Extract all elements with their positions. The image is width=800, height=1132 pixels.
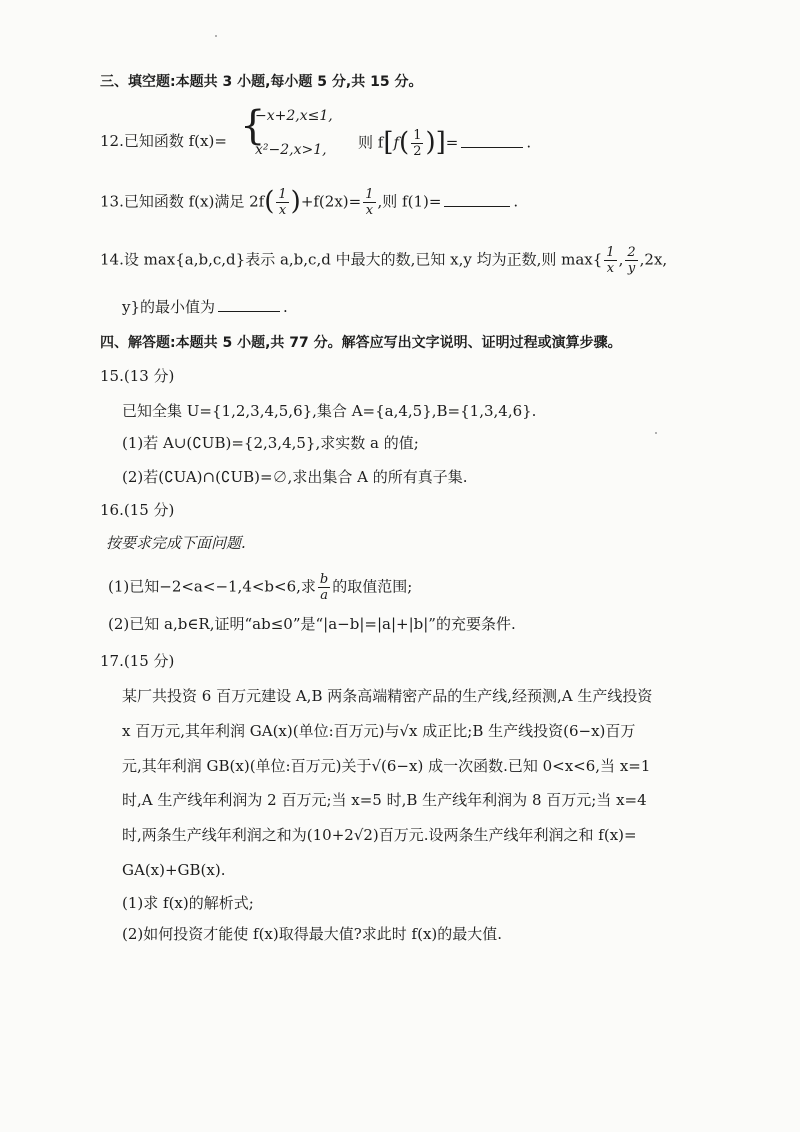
q13-mid: +f(2x)= xyxy=(300,192,362,211)
scan-speck xyxy=(655,432,657,434)
q12-lead xyxy=(100,131,227,151)
q13-tail: ,则 f(1)= xyxy=(377,192,442,211)
q12-expression: 则 f[f( $\frac{1}{2}$ )]= . xyxy=(358,127,532,159)
q17-line-4: 时,A 生产线年利润为 2 百万元;当 x=5 时,B 生产线年利润为 8 百万元;当 x=4 xyxy=(122,791,647,809)
q16-number: 16.(15 分) xyxy=(100,501,175,519)
q17-number: 17.(15 分) xyxy=(100,652,175,670)
q12-eq: = xyxy=(445,133,459,152)
q12-paren-close: ) xyxy=(425,127,436,158)
q16-intro: 按要求完成下面问题. xyxy=(106,534,246,552)
q12-lead-text: 已知函数 f(x)= xyxy=(123,132,227,150)
q14-lead: 设 max{a,b,c,d}表示 a,b,c,d 中最大的数,已知 x,y 均为正数,则 max{ xyxy=(123,250,603,269)
q17-line-1: 某厂共投资 6 百万元建设 A,B 两条高端精密产品的生产线,经预测,A 生产线投资 xyxy=(122,687,653,705)
q14-answer-blank[interactable] xyxy=(218,297,280,312)
q14-number: 14. xyxy=(100,250,124,269)
q12-case2: x²−2,x>1, xyxy=(255,142,327,158)
q14-line2-text: y}的最小值为 xyxy=(122,298,216,316)
q14-fraction2: $\frac{2}{y}$ xyxy=(627,245,636,276)
q12-inner: f xyxy=(393,133,400,152)
q12-paren-open: ( xyxy=(399,127,410,158)
q17-line-3: 元,其年利润 GB(x)(单位:百万元)关于√(6−x) 成一次函数.已知 0<x<6,当 x=1 xyxy=(122,757,651,775)
q16-part1-tail: 的取值范围; xyxy=(332,577,413,596)
q16-part1 xyxy=(108,572,412,603)
q14-line1: 14.设 max{a,b,c,d}表示 a,b,c,d 中最大的数,已知 x,y 均为正数,则 max{ $\frac{1}{x}$ , $\frac{2}{y}$ ,2x, xyxy=(100,245,668,276)
q15-part2: (2)若(∁UA)∩(∁UB)=∅,求出集合 A 的所有真子集. xyxy=(122,468,468,486)
q17-part1: (1)求 f(x)的解析式; xyxy=(122,894,254,912)
q13-fraction1: $\frac{1}{x}$ xyxy=(278,187,287,218)
q15-part1: (1)若 A∪(∁UB)={2,3,4,5},求实数 a 的值; xyxy=(122,434,419,452)
scan-speck xyxy=(215,35,217,37)
q12-case1: −x+2,x≤1, xyxy=(255,108,333,124)
q17-line-5: 时,两条生产线年利润之和为(10+2√2)百万元.设两条生产线年利润之和 f(x)= xyxy=(122,826,637,844)
q14-tail: ,2x, xyxy=(639,250,668,269)
q13-fraction2: $\frac{1}{x}$ xyxy=(365,187,374,218)
q12-brace: { xyxy=(240,103,266,149)
q13-number: 13. xyxy=(100,192,124,211)
q12-bracket-open: [ xyxy=(383,127,394,158)
q12-number: 12. xyxy=(100,132,124,150)
q13-lead: 已知函数 f(x)满足 2f xyxy=(123,192,265,211)
q17-line-2: x 百万元,其年利润 GA(x)(单位:百万元)与√x 成正比;B 生产线投资(6−x)百万 xyxy=(122,722,636,740)
q17-part2: (2)如何投资才能使 f(x)取得最大值?求此时 f(x)的最大值. xyxy=(122,925,503,943)
section4-heading: 四、解答题:本题共 5 小题,共 77 分。解答应写出文字说明、证明过程或演算步骤。 xyxy=(100,335,622,351)
q13-line: 13.已知函数 f(x)满足 2f( $\frac{1}{x}$ )+f(2x)= $\frac{1}{x}$ ,则 f(1)= . xyxy=(100,186,519,218)
q14-line2: y}的最小值为 . xyxy=(122,298,288,316)
q16-part1-lead: (1)已知−2<a<−1,4<b<6,求 xyxy=(108,577,316,596)
q13-answer-blank[interactable] xyxy=(444,192,510,207)
section3-heading: 三、填空题:本题共 3 小题,每小题 5 分,共 15 分。 xyxy=(100,74,423,90)
q15-number: 15.(13 分) xyxy=(100,367,175,385)
q12-then: 则 f xyxy=(358,133,384,152)
q14-fraction1: $\frac{1}{x}$ xyxy=(606,245,615,276)
q12-bracket-close: ] xyxy=(435,127,446,158)
q16-fraction: $\frac{b}{a}$ xyxy=(319,572,329,603)
q17-line-6: GA(x)+GB(x). xyxy=(122,861,226,879)
q15-body: 已知全集 U={1,2,3,4,5,6},集合 A={a,4,5},B={1,3,4,6}. xyxy=(122,402,537,420)
q16-part2: (2)已知 a,b∈R,证明“ab≤0”是“|a−b|=|a|+|b|”的充要条件. xyxy=(108,615,516,633)
q12-fraction: $\frac{1}{2}$ xyxy=(413,128,422,159)
q12-answer-blank[interactable] xyxy=(461,133,523,148)
